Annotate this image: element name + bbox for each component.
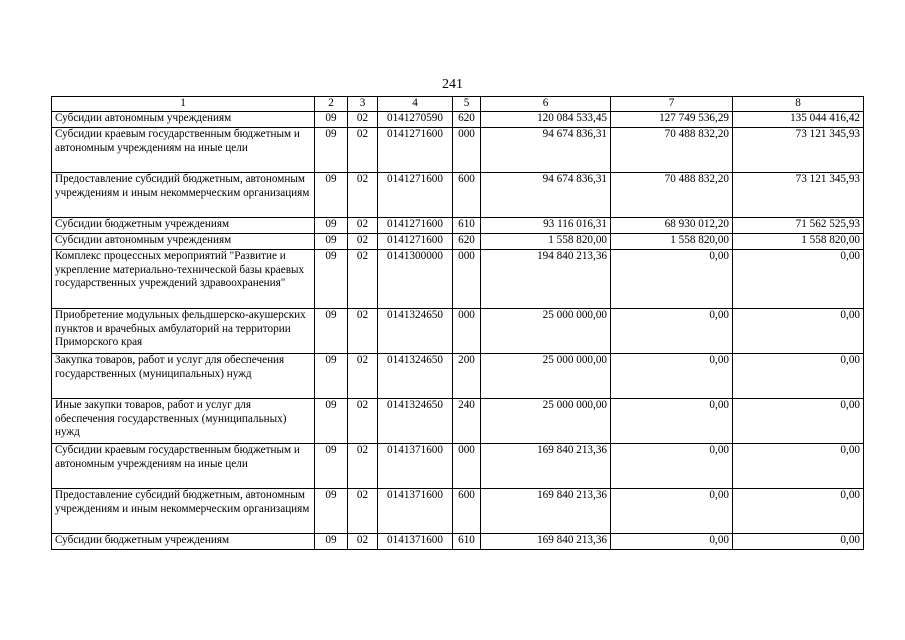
section-code-cell: 09 [315, 112, 348, 128]
subsection-code-cell: 02 [348, 534, 378, 550]
row-name-cell: Приобретение модульных фельдшерско-акушерских пунктов и врачебных амбулаторий на территории Приморского края [52, 309, 315, 354]
target-article-cell: 0141324650 [378, 354, 453, 399]
target-article-cell: 0141371600 [378, 489, 453, 534]
row-name-cell: Субсидии автономным учреждениям [52, 112, 315, 128]
amount-col8-cell: 135 044 416,42 [733, 112, 864, 128]
amount-col7-cell: 0,00 [611, 489, 733, 534]
row-name-cell: Субсидии бюджетным учреждениям [52, 218, 315, 234]
amount-col8-cell: 0,00 [733, 250, 864, 309]
table-row [52, 354, 864, 399]
target-article-cell: 0141324650 [378, 399, 453, 444]
amount-col8-cell: 0,00 [733, 354, 864, 399]
section-code-cell: 09 [315, 489, 348, 534]
subsection-code-cell: 02 [348, 234, 378, 250]
column-header: 6 [481, 97, 611, 112]
table-row [52, 489, 864, 534]
table-row [52, 128, 864, 173]
amount-col6-cell: 169 840 213,36 [481, 444, 611, 489]
amount-col6-cell: 169 840 213,36 [481, 534, 611, 550]
section-code-cell: 09 [315, 234, 348, 250]
amount-col8-cell: 0,00 [733, 489, 864, 534]
target-article-cell: 0141271600 [378, 218, 453, 234]
amount-col6-cell: 25 000 000,00 [481, 309, 611, 354]
amount-col7-cell: 0,00 [611, 534, 733, 550]
expense-type-cell: 620 [453, 234, 481, 250]
amount-col8-cell: 0,00 [733, 399, 864, 444]
amount-col6-cell: 169 840 213,36 [481, 489, 611, 534]
amount-col7-cell: 127 749 536,29 [611, 112, 733, 128]
section-code-cell: 09 [315, 444, 348, 489]
amount-col7-cell: 70 488 832,20 [611, 128, 733, 173]
amount-col7-cell: 68 930 012,20 [611, 218, 733, 234]
row-name-cell: Субсидии бюджетным учреждениям [52, 534, 315, 550]
expense-type-cell: 610 [453, 534, 481, 550]
expense-type-cell: 620 [453, 112, 481, 128]
column-header: 1 [52, 97, 315, 112]
amount-col7-cell: 0,00 [611, 354, 733, 399]
amount-col8-cell: 73 121 345,93 [733, 128, 864, 173]
expense-type-cell: 240 [453, 399, 481, 444]
expense-type-cell: 200 [453, 354, 481, 399]
subsection-code-cell: 02 [348, 354, 378, 399]
column-header: 3 [348, 97, 378, 112]
table-row [52, 234, 864, 250]
section-code-cell: 09 [315, 218, 348, 234]
target-article-cell: 0141271600 [378, 128, 453, 173]
table-row [52, 309, 864, 354]
row-name-cell: Закупка товаров, работ и услуг для обеспечения государственных (муниципальных) нужд [52, 354, 315, 399]
subsection-code-cell: 02 [348, 489, 378, 534]
expense-type-cell: 000 [453, 444, 481, 489]
amount-col8-cell: 1 558 820,00 [733, 234, 864, 250]
row-name-cell: Субсидии краевым государственным бюджетным и автономным учреждениям на иные цели [52, 444, 315, 489]
table-row [52, 173, 864, 218]
row-name-cell: Комплекс процессных мероприятий "Развитие и укрепление материально-технической базы краевых государственных учреждений здравоохранения" [52, 250, 315, 309]
subsection-code-cell: 02 [348, 173, 378, 218]
table-row [52, 444, 864, 489]
subsection-code-cell: 02 [348, 309, 378, 354]
expense-type-cell: 000 [453, 128, 481, 173]
amount-col6-cell: 25 000 000,00 [481, 354, 611, 399]
amount-col8-cell: 71 562 525,93 [733, 218, 864, 234]
amount-col6-cell: 25 000 000,00 [481, 399, 611, 444]
table-row [52, 250, 864, 309]
section-code-cell: 09 [315, 354, 348, 399]
section-code-cell: 09 [315, 399, 348, 444]
subsection-code-cell: 02 [348, 399, 378, 444]
amount-col6-cell: 93 116 016,31 [481, 218, 611, 234]
target-article-cell: 0141300000 [378, 250, 453, 309]
amount-col8-cell: 0,00 [733, 444, 864, 489]
subsection-code-cell: 02 [348, 444, 378, 489]
column-header: 2 [315, 97, 348, 112]
target-article-cell: 0141324650 [378, 309, 453, 354]
expense-type-cell: 000 [453, 250, 481, 309]
amount-col7-cell: 0,00 [611, 399, 733, 444]
target-article-cell: 0141271600 [378, 173, 453, 218]
subsection-code-cell: 02 [348, 218, 378, 234]
table-row [52, 534, 864, 550]
amount-col7-cell: 0,00 [611, 250, 733, 309]
expense-type-cell: 000 [453, 309, 481, 354]
amount-col8-cell: 73 121 345,93 [733, 173, 864, 218]
row-name-cell: Субсидии краевым государственным бюджетным и автономным учреждениям на иные цели [52, 128, 315, 173]
amount-col6-cell: 120 084 533,45 [481, 112, 611, 128]
expense-type-cell: 600 [453, 489, 481, 534]
row-name-cell: Предоставление субсидий бюджетным, автономным учреждениям и иным некоммерческим организациям [52, 173, 315, 218]
section-code-cell: 09 [315, 534, 348, 550]
target-article-cell: 0141271600 [378, 234, 453, 250]
table-row [52, 218, 864, 234]
section-code-cell: 09 [315, 309, 348, 354]
amount-col6-cell: 1 558 820,00 [481, 234, 611, 250]
amount-col8-cell: 0,00 [733, 309, 864, 354]
amount-col6-cell: 94 674 836,31 [481, 128, 611, 173]
subsection-code-cell: 02 [348, 128, 378, 173]
amount-col7-cell: 70 488 832,20 [611, 173, 733, 218]
amount-col8-cell: 0,00 [733, 534, 864, 550]
target-article-cell: 0141371600 [378, 444, 453, 489]
target-article-cell: 0141270590 [378, 112, 453, 128]
subsection-code-cell: 02 [348, 250, 378, 309]
expense-type-cell: 600 [453, 173, 481, 218]
column-header: 5 [453, 97, 481, 112]
amount-col6-cell: 94 674 836,31 [481, 173, 611, 218]
table-row [52, 112, 864, 128]
section-code-cell: 09 [315, 128, 348, 173]
column-header: 4 [378, 97, 453, 112]
expense-type-cell: 610 [453, 218, 481, 234]
budget-table [51, 96, 864, 550]
header-row [52, 97, 864, 112]
row-name-cell: Предоставление субсидий бюджетным, автономным учреждениям и иным некоммерческим организациям [52, 489, 315, 534]
amount-col7-cell: 0,00 [611, 444, 733, 489]
amount-col6-cell: 194 840 213,36 [481, 250, 611, 309]
table-row [52, 399, 864, 444]
row-name-cell: Субсидии автономным учреждениям [52, 234, 315, 250]
page-number: 241 [442, 77, 463, 92]
amount-col7-cell: 0,00 [611, 309, 733, 354]
amount-col7-cell: 1 558 820,00 [611, 234, 733, 250]
section-code-cell: 09 [315, 173, 348, 218]
section-code-cell: 09 [315, 250, 348, 309]
row-name-cell: Иные закупки товаров, работ и услуг для обеспечения государственных (муниципальных) нужд [52, 399, 315, 444]
target-article-cell: 0141371600 [378, 534, 453, 550]
column-header: 8 [733, 97, 864, 112]
subsection-code-cell: 02 [348, 112, 378, 128]
column-header: 7 [611, 97, 733, 112]
